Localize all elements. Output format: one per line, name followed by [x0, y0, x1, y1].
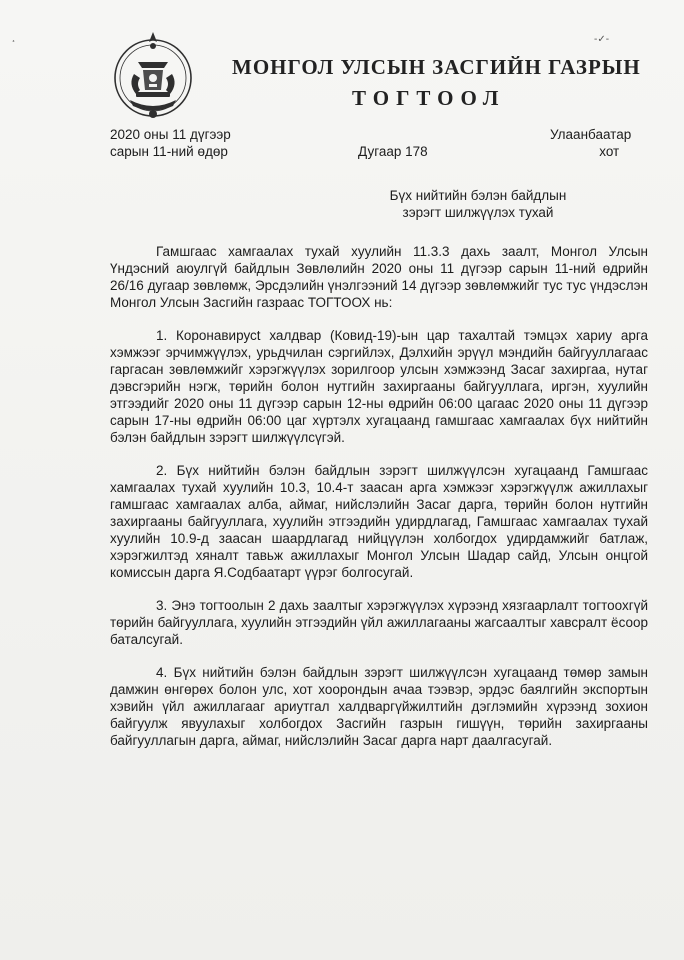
scan-dot-mark: ¸	[12, 32, 16, 43]
subject-line-2: зэрэгт шилжүүлэх тухай	[402, 205, 554, 220]
clause-4-paragraph: 4. Бүх нийтийн бэлэн байдлын зэрэгт шилжүүлсэн хугацаанд төмөр замын дамжин өнгөрөх болон улс, хот хоорондын ачаа тээвэр, эрдэс баялгийн экспортын хэвийн үйл ажиллагааг ариутгал халдваргүйжилтийн дэглэмийн хүрээнд зохион байгуулж явуулахыг холбогдох Засгийн газрын гишүүн, төрийн захиргааны байгууллагын дарга, аймаг, нийслэлийн Засаг дарга нарт даалгасугай.	[110, 665, 648, 748]
intro-paragraph: Гамшгаас хамгаалах тухай хуулийн 11.3.3 дахь заалт, Монгол Улсын Үндэсний аюулгүй байдлын Зөвлөлийн 2020 оны 11 дүгээр сарын 11-ний өдрийн 26/16 дугаар зөвлөмж, Эрсдэлийн үнэлгээний 14 дүгээр зөвлөмжийг тус тус үндэслэн Монгол Улсын Засгийн газраас ТОГТООХ нь:	[110, 244, 648, 310]
subject-line-1: Бүх нийтийн бэлэн байдлын	[389, 188, 567, 203]
date-line-1: 2020 оны 11 дүгээр	[110, 127, 231, 142]
document-body	[110, 243, 648, 765]
clause-3-paragraph: 3. Энэ тогтоолын 2 дахь заалтыг хэрэгжүүлэх хүрээнд хязгаарлалт тогтоохгүй төрийн байгууллага, хуулийн этгээдийн үйл ажиллагааны жагсаалтыг хавсралт ёсоор баталсугай.	[110, 598, 648, 647]
document-subject	[358, 187, 598, 221]
place-line-1: Улаанбаатар	[550, 127, 632, 142]
scan-tick-mark: -✓-	[594, 34, 610, 45]
date-line-2: сарын 11-ний өдөр	[110, 144, 228, 159]
state-emblem-icon	[110, 28, 196, 124]
document-number: Дугаар 178	[358, 144, 428, 159]
clause-1-paragraph: 1. Коронавирусt халдвар (Ковид-19)-ын цар тахалтай тэмцэх хариу арга хэмжээг эрчимжүүлэх, урьдчилан сэргийлэх, Дэлхийн эрүүл мэндийн байгууллагаас гаргасан зөвлөмжийг хэрэгжүүлэх зорилгоор улсын хэмжээнд Засаг захиргаа, нутаг дэвсгэрийн нэгж, төрийн болон нутгийн захиргааны байгууллага, иргэн, хуулийн этгээдийг 2020 оны 11 дүгээр сарын 12-ны өдрийн 06:00 цагаас 2020 оны 11 дүгээр сарын 17-ны өдрийн 06:00 цаг хүртэлх хугацаанд гамшгаас хамгаалах бүх нийтийн бэлэн байдлын зэрэгт шилжүүлсүгэй.	[110, 328, 648, 445]
document-date	[110, 126, 231, 160]
document-issuer-title: МОНГОЛ УЛСЫН ЗАСГИЙН ГАЗРЫН	[232, 55, 641, 79]
document-place	[550, 126, 631, 160]
place-line-2: хот	[599, 144, 620, 159]
document-type-title: ТОГТООЛ	[352, 86, 506, 110]
clause-2-paragraph: 2. Бүх нийтийн бэлэн байдлын зэрэгт шилжүүлсэн хугацаанд Гамшгаас хамгаалах тухай хуулийн 10.3, 10.4-т заасан арга хэмжээг хэрэгжүүлж ажиллахыг гамшгаас хамгаалах алба, аймаг, нийслэлийн Засаг дарга, төрийн болон нутгийн захиргааны байгууллага, хуулийн этгээдийн удирдлагад, Гамшгаас хамгаалах тухай хуулийн 10.9-д заасан шаардлагад нийцүүлэн холбогдох удирдамжийг батлаж, хэрэгжилтэд хяналт тавьж ажиллахыг Монгол Улсын Шадар сайд, Улсын онцгой комиссын дарга Я.Содбаатарт үүрэг болгосугай.	[110, 463, 648, 580]
